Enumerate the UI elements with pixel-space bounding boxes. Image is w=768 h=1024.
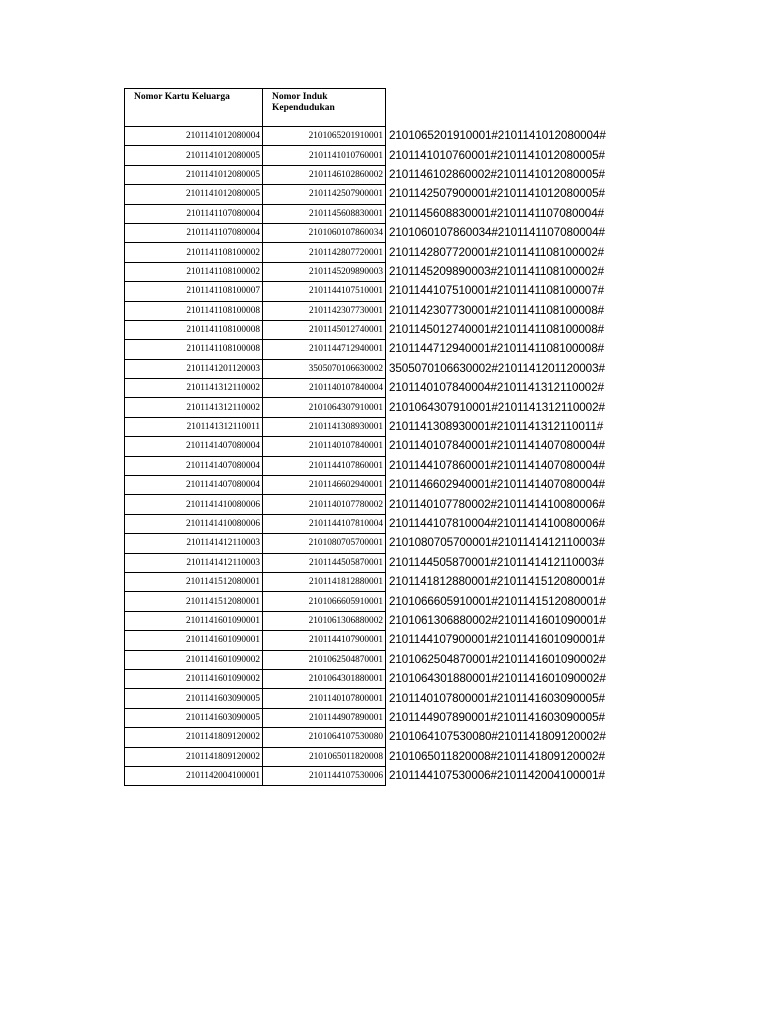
cell-concat[interactable]: 2101141010760001#2101141012080005# [389,148,605,162]
spreadsheet [124,88,642,786]
cell-concat[interactable]: 2101061306880002#2101141601090001# [389,613,606,627]
cell-nik[interactable]: 2101064301880001 [263,669,386,688]
table-row [125,165,642,184]
table-row [125,359,642,378]
cell-kk[interactable]: 2101141012080005 [125,146,263,165]
cell-concat[interactable]: 2101065011820008#2101141809120002# [389,749,605,763]
cell-kk[interactable]: 2101141312110011 [125,417,263,436]
cell-kk[interactable]: 2101141512080001 [125,572,263,591]
cell-nik[interactable]: 2101142807720001 [263,243,386,262]
cell-nik[interactable]: 2101144107860001 [263,456,386,475]
cell-concat[interactable]: 2101146602940001#2101141407080004# [389,478,605,492]
cell-nik[interactable]: 2101142507900001 [263,185,386,204]
header-nik[interactable]: Nomor Induk Kependudukan [263,89,386,127]
cell-concat[interactable]: 2101144907890001#2101141603090005# [389,710,605,724]
cell-kk[interactable]: 2101141601090002 [125,669,263,688]
cell-kk[interactable]: 2101141108100002 [125,243,263,262]
cell-nik[interactable]: 2101064107530080 [263,728,386,747]
cell-kk[interactable]: 2101141108100008 [125,301,263,320]
header-kk[interactable]: Nomor Kartu Keluarga [125,89,263,127]
cell-kk[interactable]: 2101141407080004 [125,476,263,495]
cell-nik[interactable]: 2101144907890001 [263,708,386,727]
cell-kk[interactable]: 2101141108100008 [125,340,263,359]
table-row [125,611,642,630]
cell-concat[interactable]: 2101142507900001#2101141012080005# [389,187,605,201]
cell-concat[interactable]: 2101144712940001#2101141108100008# [389,342,604,356]
table-row [125,204,642,223]
cell-kk[interactable]: 2101141603090005 [125,689,263,708]
cell-kk[interactable]: 2101141312110002 [125,398,263,417]
header-concat-empty [386,89,642,127]
cell-concat[interactable]: 2101145608830001#2101141107080004# [389,206,604,220]
table-row [125,728,642,747]
cell-concat[interactable]: 2101064307910001#2101141312110002# [389,400,605,414]
cell-concat[interactable]: 2101064301880001#2101141601090002# [389,672,606,686]
cell-nik[interactable]: 2101062504870001 [263,650,386,669]
cell-concat[interactable]: 2101060107860034#2101141107080004# [389,226,605,240]
cell-kk[interactable]: 2101141412110003 [125,553,263,572]
table-row [125,592,642,611]
cell-concat[interactable]: 2101145209890003#2101141108100002# [389,264,604,278]
table-row [125,146,642,165]
table-row [125,747,642,766]
cell-kk[interactable]: 2101141407080004 [125,456,263,475]
cell-concat[interactable]: 2101065201910001#2101141012080004# [389,129,606,143]
cell-kk[interactable]: 2101141201120003 [125,359,263,378]
cell-nik[interactable]: 2101065201910001 [263,127,386,146]
cell-nik[interactable]: 2101145608830001 [263,204,386,223]
cell-concat[interactable]: 2101144107860001#2101141407080004# [389,458,605,472]
cell-concat[interactable]: 2101140107840001#2101141407080004# [389,439,605,453]
cell-nik[interactable]: 2101146602940001 [263,476,386,495]
cell-kk[interactable]: 2101142004100001 [125,766,263,785]
cell-concat[interactable]: 3505070106630002#2101141201120003# [389,361,605,375]
cell-kk[interactable]: 2101141410080006 [125,514,263,533]
table-row [125,437,642,456]
cell-concat[interactable]: 2101080705700001#2101141412110003# [389,536,605,550]
cell-concat[interactable]: 2101140107780002#2101141410080006# [389,497,605,511]
cell-concat[interactable]: 2101064107530080#2101141809120002# [389,730,606,744]
cell-kk[interactable]: 2101141108100008 [125,320,263,339]
cell-concat[interactable]: 2101144107810004#2101141410080006# [389,517,605,530]
table-row [125,689,642,708]
cell-nik[interactable]: 2101141812880001 [263,572,386,591]
cell-nik[interactable]: 2101145012740001 [263,320,386,339]
cell-kk[interactable]: 2101141809120002 [125,747,263,766]
cell-nik[interactable]: 2101141010760001 [263,146,386,165]
cell-nik[interactable]: 2101144107900001 [263,631,386,650]
cell-concat[interactable]: 2101144107530006#2101142004100001# [389,769,605,783]
cell-nik[interactable]: 2101144107510001 [263,282,386,301]
table-row [125,669,642,688]
table-row [125,301,642,320]
cell-concat[interactable]: 2101140107800001#2101141603090005# [389,691,605,705]
table-row [125,572,642,591]
table-row [125,456,642,475]
table-row [125,631,642,650]
cell-concat[interactable]: 2101066605910001#2101141512080001# [389,594,606,608]
cell-nik[interactable]: 2101144712940001 [263,340,386,359]
cell-kk[interactable]: 2101141410080006 [125,495,263,514]
cell-kk[interactable]: 2101141512080001 [125,592,263,611]
cell-kk[interactable]: 2101141108100002 [125,262,263,281]
cell-nik[interactable]: 2101140107840001 [263,437,386,456]
cell-concat[interactable]: 2101141308930001#2101141312110011# [389,420,604,434]
cell-nik[interactable]: 2101140107800001 [263,689,386,708]
table-row [125,223,642,242]
cell-nik[interactable]: 2101142307730001 [263,301,386,320]
cell-concat[interactable]: 2101140107840004#2101141312110002# [389,381,604,395]
table-row [125,514,642,533]
table-row [125,243,642,262]
header-row [125,89,642,127]
cell-nik[interactable]: 3505070106630002 [263,359,386,378]
table-row [125,398,642,417]
cell-kk[interactable]: 2101141012080005 [125,165,263,184]
cell-nik[interactable]: 2101140107780002 [263,495,386,514]
cell-kk[interactable]: 2101141012080005 [125,185,263,204]
cell-kk[interactable]: 2101141107080004 [125,204,263,223]
cell-kk[interactable]: 2101141108100007 [125,282,263,301]
cell-kk[interactable]: 2101141809120002 [125,728,263,747]
cell-concat[interactable]: 2101142807720001#2101141108100002# [389,245,604,259]
cell-nik[interactable]: 2101061306880002 [263,611,386,630]
data-table [124,88,642,786]
cell-nik[interactable]: 2101065011820008 [263,747,386,766]
cell-nik[interactable]: 2101144107530006 [263,766,386,785]
table-row [125,282,642,301]
cell-kk[interactable]: 2101141407080004 [125,437,263,456]
table-row [125,262,642,281]
cell-nik[interactable]: 2101064307910001 [263,398,386,417]
table-row [125,766,642,785]
table-row [125,708,642,727]
cell-kk[interactable]: 2101141312110002 [125,379,263,398]
cell-kk[interactable]: 2101141412110003 [125,534,263,553]
cell-kk[interactable]: 2101141601090001 [125,611,263,630]
table-row [125,534,642,553]
cell-concat[interactable]: 2101144107510001#2101141108100007# [389,284,604,298]
table-row [125,476,642,495]
table-row [125,340,642,359]
table-row [125,650,642,669]
table-row [125,379,642,398]
cell-concat[interactable]: 2101145012740001#2101141108100008# [389,323,604,337]
table-row [125,417,642,436]
cell-concat[interactable]: 2101141812880001#2101141512080001# [389,575,605,589]
cell-nik[interactable]: 2101080705700001 [263,534,386,553]
cell-concat[interactable]: 2101142307730001#2101141108100008# [389,303,604,317]
table-row [125,495,642,514]
cell-nik[interactable]: 2101060107860034 [263,223,386,242]
cell-kk[interactable]: 2101141603090005 [125,708,263,727]
table-row [125,320,642,339]
cell-concat[interactable]: 2101144505870001#2101141412110003# [389,555,604,569]
cell-nik[interactable]: 2101141308930001 [263,417,386,436]
table-row [125,127,642,146]
cell-nik[interactable]: 2101144107810004 [263,514,386,533]
cell-nik[interactable]: 2101140107840004 [263,379,386,398]
cell-kk[interactable]: 2101141012080004 [125,127,263,146]
cell-kk[interactable]: 2101141601090001 [125,631,263,650]
cell-nik[interactable]: 2101145209890003 [263,262,386,281]
cell-nik[interactable]: 2101144505870001 [263,553,386,572]
cell-kk[interactable]: 2101141107080004 [125,223,263,242]
cell-nik[interactable]: 2101146102860002 [263,165,386,184]
cell-concat[interactable]: 2101146102860002#2101141012080005# [389,167,605,181]
cell-nik[interactable]: 2101066605910001 [263,592,386,611]
table-row [125,185,642,204]
cell-kk[interactable]: 2101141601090002 [125,650,263,669]
table-row [125,553,642,572]
cell-concat[interactable]: 2101062504870001#2101141601090002# [389,652,606,666]
cell-concat[interactable]: 2101144107900001#2101141601090001# [389,633,605,647]
